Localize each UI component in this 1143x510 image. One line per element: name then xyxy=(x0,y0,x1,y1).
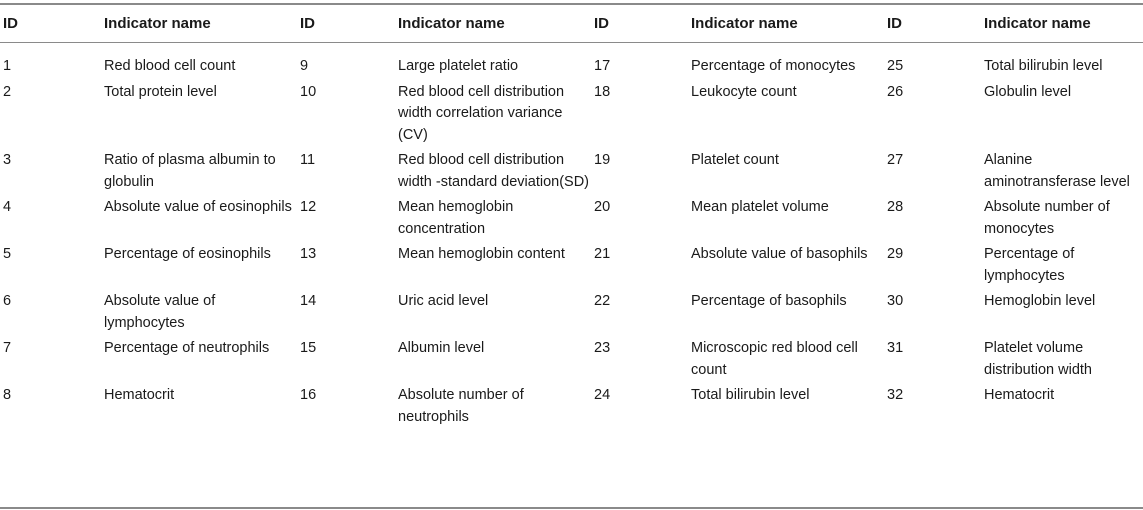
id-cell: 28 xyxy=(887,199,904,215)
id-cell: 21 xyxy=(594,246,611,262)
column-header: ID xyxy=(594,15,609,32)
id-cell: 18 xyxy=(594,83,611,100)
indicator-name-cell: Percentage of basophils xyxy=(691,293,847,309)
table-row xyxy=(0,150,1143,197)
indicator-name-cell: Globulin level xyxy=(984,83,1072,100)
id-cell: 7 xyxy=(3,340,12,356)
indicator-name-cell: Red blood cell distribution width -standard deviation(SD) xyxy=(398,152,590,190)
table-row xyxy=(0,244,1143,291)
column-header: Indicator name xyxy=(104,15,211,32)
indicator-grid xyxy=(0,5,1143,432)
column-header: ID xyxy=(887,15,902,32)
id-cell: 15 xyxy=(300,340,317,356)
table-row xyxy=(0,42,1143,82)
indicator-name-cell: Percentage of monocytes xyxy=(691,58,856,74)
indicator-name-cell: Alanine aminotransferase level xyxy=(984,152,1130,190)
bottom-rule xyxy=(0,507,1143,509)
column-header: ID xyxy=(300,15,315,32)
table-row xyxy=(0,197,1143,244)
id-cell: 6 xyxy=(3,293,12,309)
id-cell: 17 xyxy=(594,58,611,74)
id-cell: 22 xyxy=(594,293,611,309)
column-header: ID xyxy=(3,15,18,32)
indicator-name-cell: Uric acid level xyxy=(398,293,489,309)
id-cell: 25 xyxy=(887,58,904,74)
indicator-name-cell: Platelet volume distribution width xyxy=(984,340,1092,378)
id-cell: 14 xyxy=(300,293,317,309)
id-cell: 16 xyxy=(300,387,317,403)
id-cell: 23 xyxy=(594,340,611,356)
indicator-name-cell: Absolute value of basophils xyxy=(691,246,868,262)
id-cell: 19 xyxy=(594,152,611,168)
indicator-name-cell: Microscopic red blood cell count xyxy=(691,340,858,378)
id-cell: 1 xyxy=(3,58,12,74)
indicator-name-cell: Mean hemoglobin concentration xyxy=(398,199,514,237)
id-cell: 11 xyxy=(300,152,316,168)
id-cell: 3 xyxy=(3,152,12,168)
column-header: Indicator name xyxy=(398,15,505,32)
id-cell: 30 xyxy=(887,293,904,309)
indicator-name-cell: Large platelet ratio xyxy=(398,58,519,74)
table-row xyxy=(0,291,1143,338)
id-cell: 10 xyxy=(300,83,317,100)
indicator-name-cell: Ratio of plasma albumin to globulin xyxy=(104,152,276,190)
id-cell: 12 xyxy=(300,199,317,215)
indicator-name-cell: Total bilirubin level xyxy=(984,58,1103,74)
indicator-name-cell: Mean platelet volume xyxy=(691,199,829,215)
id-cell: 13 xyxy=(300,246,317,262)
id-cell: 4 xyxy=(3,199,12,215)
indicator-name-cell: Red blood cell count xyxy=(104,58,236,74)
indicator-name-cell: Total protein level xyxy=(104,83,217,100)
column-header: Indicator name xyxy=(691,15,798,32)
table-row xyxy=(0,385,1143,432)
indicator-name-cell: Hematocrit xyxy=(104,387,175,403)
id-cell: 8 xyxy=(3,387,12,403)
indicator-name-cell: Percentage of neutrophils xyxy=(104,340,270,356)
indicator-name-cell: Absolute value of eosinophils xyxy=(104,199,292,215)
indicator-name-cell: Percentage of lymphocytes xyxy=(984,246,1075,284)
indicator-name-cell: Absolute number of monocytes xyxy=(984,199,1110,237)
column-header: Indicator name xyxy=(984,15,1091,32)
id-cell: 9 xyxy=(300,58,309,74)
indicator-name-cell: Absolute value of lymphocytes xyxy=(104,293,216,331)
indicator-name-cell: Red blood cell distribution width correlation variance (CV) xyxy=(398,83,565,143)
indicator-name-cell: Albumin level xyxy=(398,340,485,356)
id-cell: 29 xyxy=(887,246,904,262)
id-cell: 2 xyxy=(3,83,12,100)
id-cell: 5 xyxy=(3,246,12,262)
table-body xyxy=(0,42,1143,432)
indicator-name-cell: Hemoglobin level xyxy=(984,293,1096,309)
id-cell: 26 xyxy=(887,83,904,100)
table-row xyxy=(0,82,1143,151)
indicator-name-cell: Leukocyte count xyxy=(691,83,797,100)
indicator-name-cell: Platelet count xyxy=(691,152,779,168)
indicator-name-cell: Absolute number of neutrophils xyxy=(398,387,524,425)
table-header-row xyxy=(0,5,1143,42)
indicator-name-cell: Hematocrit xyxy=(984,387,1055,403)
id-cell: 24 xyxy=(594,387,611,403)
indicator-name-cell: Total bilirubin level xyxy=(691,387,810,403)
indicator-name-cell: Percentage of eosinophils xyxy=(104,246,271,262)
id-cell: 32 xyxy=(887,387,904,403)
table-row xyxy=(0,338,1143,385)
id-cell: 20 xyxy=(594,199,611,215)
indicator-name-cell: Mean hemoglobin content xyxy=(398,246,565,262)
id-cell: 27 xyxy=(887,152,904,168)
id-cell: 31 xyxy=(887,340,904,356)
